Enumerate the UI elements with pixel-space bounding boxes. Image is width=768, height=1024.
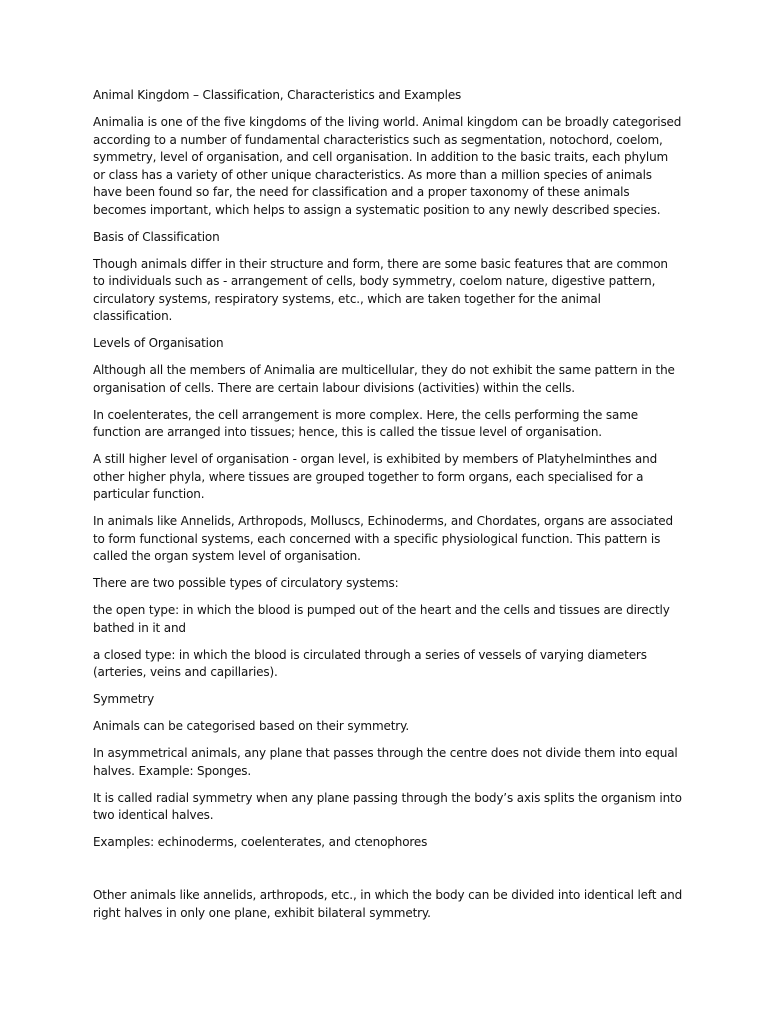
document-page [93,87,683,932]
blank-line [93,861,683,887]
circulatory-intro: There are two possible types of circulatory systems: [93,576,399,590]
document-title: Animal Kingdom – Classification, Characteristics and Examples [93,88,462,102]
symmetry-paragraph-1: Animals can be categorised based on their symmetry. [93,719,409,733]
levels-paragraph-2: In coelenterates, the cell arrangement is more complex. Here, the cells performing the same function are arranged into tissues; hence, this is called the tissue level of organisation. [93,407,638,439]
levels-paragraph-4: In animals like Annelids, Arthropods, Molluscs, Echinoderms, and Chordates, organs are associated to form functional systems, each concerned with a specific physiological function. This pattern is called the organ system level of organisation. [93,514,673,563]
levels-paragraph-3: A still higher level of organisation - organ level, is exhibited by members of Platyhelminthes and other higher phyla, where tissues are grouped together to form organs, each specialised for a particular function. [93,452,658,501]
intro-paragraph: Animalia is one of the five kingdoms of the living world. Animal kingdom can be broadly categorised according to a number of fundamental characteristics such as segmentation, notochord, coelom, symmetry, level of organisation, and cell organisation. In addition to the basic traits, each phylum or class has a variety of other unique characteristics. As more than a million species of animals have been found so far, the need for classification and a proper taxonomy of these animals becomes important, which helps to assign a systematic position to any newly described species. [93,115,682,217]
circulatory-open: the open type: in which the blood is pumped out of the heart and the cells and tissues are directly bathed in it and [93,603,670,635]
basis-paragraph: Though animals differ in their structure and form, there are some basic features that are common to individuals such as - arrangement of cells, body symmetry, coelom nature, digestive pattern, circulatory systems, respiratory systems, etc., which are taken together for the animal classification. [93,256,668,323]
levels-heading: Levels of Organisation [93,336,224,350]
circulatory-closed: a closed type: in which the blood is circulated through a series of vessels of varying diameters (arteries, veins and capillaries). [93,647,647,679]
symmetry-paragraph-2: In asymmetrical animals, any plane that passes through the centre does not divide them into equal halves. Example: Sponges. [93,746,678,778]
symmetry-heading: Symmetry [93,692,155,706]
levels-paragraph-1: Although all the members of Animalia are multicellular, they do not exhibit the same pattern in the organisation of cells. There are certain labour divisions (activities) within the cells. [93,363,675,395]
symmetry-paragraph-5: Other animals like annelids, arthropods, etc., in which the body can be divided into identical left and right halves in only one plane, exhibit bilateral symmetry. [93,888,683,920]
symmetry-paragraph-3: It is called radial symmetry when any plane passing through the body’s axis splits the organism into two identical halves. [93,790,682,822]
basis-heading: Basis of Classification [93,229,220,244]
symmetry-paragraph-4: Examples: echinoderms, coelenterates, and ctenophores [93,835,428,849]
